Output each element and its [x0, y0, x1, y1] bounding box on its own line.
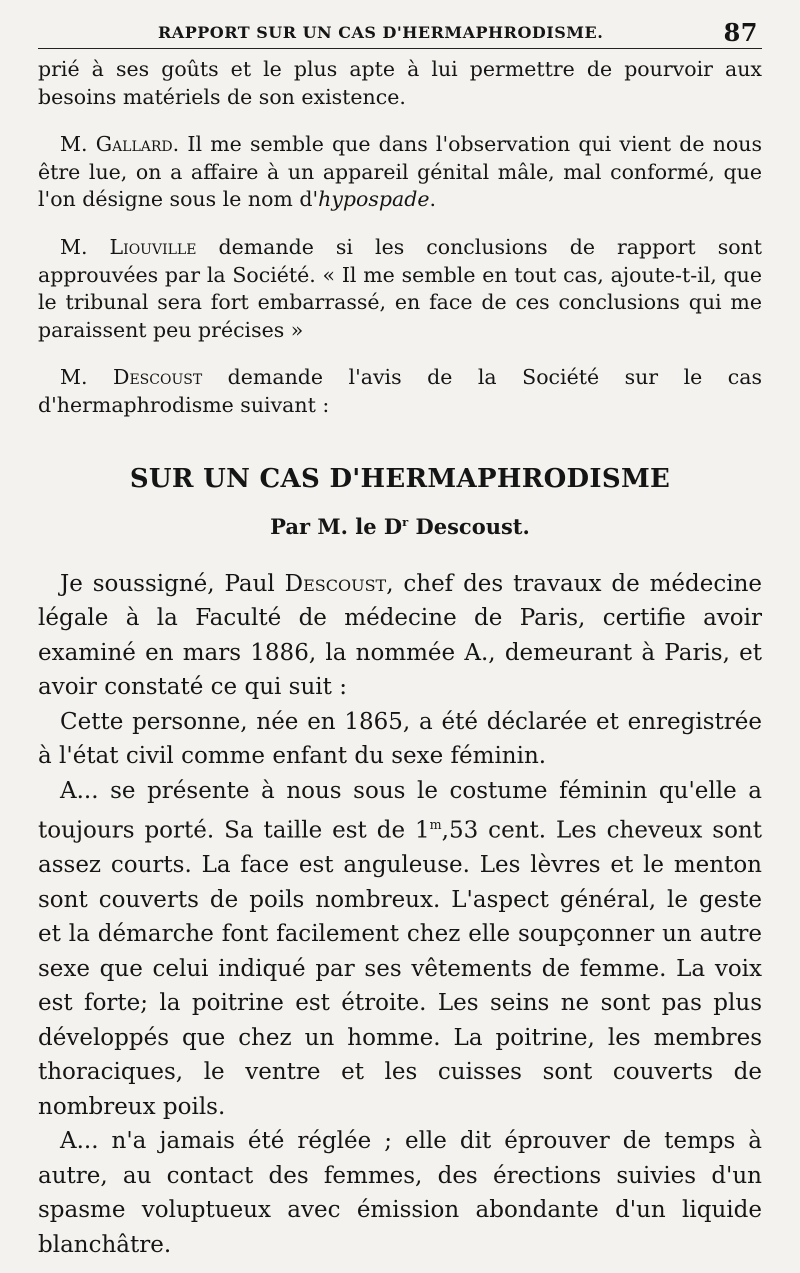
- term-hypospade: hypospade: [318, 187, 430, 212]
- author-name: Descoust: [284, 570, 387, 597]
- report-paragraph: Cette personne, née en 1865, a été déclarée et enregistrée à l'état civil comme enfant du sexe féminin.: [38, 708, 762, 770]
- paragraph-gallard: M. Gallard. Il me semble que dans l'observation qui vient de nous être lue, on a affaire à un appareil génital mâle, mal conformé, que l'on désigne sous le nom d'hypospade.: [38, 132, 763, 212]
- article-byline: Par M. le $D^r$ Descoust.: [270, 514, 530, 540]
- speaker-name: M. Descoust: [60, 365, 203, 390]
- speaker-name: M. Liouville: [60, 234, 197, 259]
- report-paragraph: Je soussigné, Paul Descoust, chef des travaux de médecine légale à la Faculté de médecine de Paris, certifie avoir examiné en mars 1886, la nommée A., demeurant à Paris, et avoir constaté ce qui suit :: [38, 570, 762, 701]
- report-section: [38, 567, 762, 1263]
- page-number: 87: [723, 18, 758, 47]
- running-title: RAPPORT SUR UN CAS D'HERMAPHRODISME.: [158, 23, 604, 42]
- speaker-name: M. Gallard.: [60, 132, 180, 157]
- report-paragraph: A... n'a jamais été réglée ; elle dit éprouver de temps à autre, au contact des femmes, des érections suivies d'un spasme voluptueux avec émission abondante d'un liquide blanchâtre.: [38, 1128, 762, 1258]
- article-title: SUR UN CAS D'HERMAPHRODISME: [129, 463, 671, 494]
- paragraph-descoust: M. Descoust demande l'avis de la Société sur le cas d'hermaphrodisme suivant :: [38, 365, 763, 417]
- paragraph-liouville: M. Liouville demande si les conclusions de rapport sont approuvées par la Société. « Il me semble en tout cas, ajoute-t-il, que le tribunal sera fort embarrassé, en face de ces conclusions qui me paraissent peu précises »: [38, 234, 763, 342]
- page-body: [38, 56, 762, 1262]
- paragraph-continuation: prié à ses goûts et le plus apte à lui permettre de pourvoir aux besoins matériels de son existence.: [38, 57, 762, 109]
- running-header: [38, 18, 762, 49]
- report-paragraph: A... se présente à nous sous le costume féminin qu'elle a toujours porté. Sa taille est de 1$^m$,53 cent. Les cheveux sont assez courts. La face est anguleuse. Les lèvres et le menton sont couverts de poils nombreux. L'aspect général, le geste et la démarche font facilement chez elle soupçonner un autre sexe que celui indiqué par ses vêtements de femme. La voix est forte; la poitrine est étroite. Les seins ne sont pas plus développés que chez un homme. La poitrine, les membres thoraciques, le ventre et les cuisses sont couverts de nombreux poils.: [38, 777, 762, 1120]
